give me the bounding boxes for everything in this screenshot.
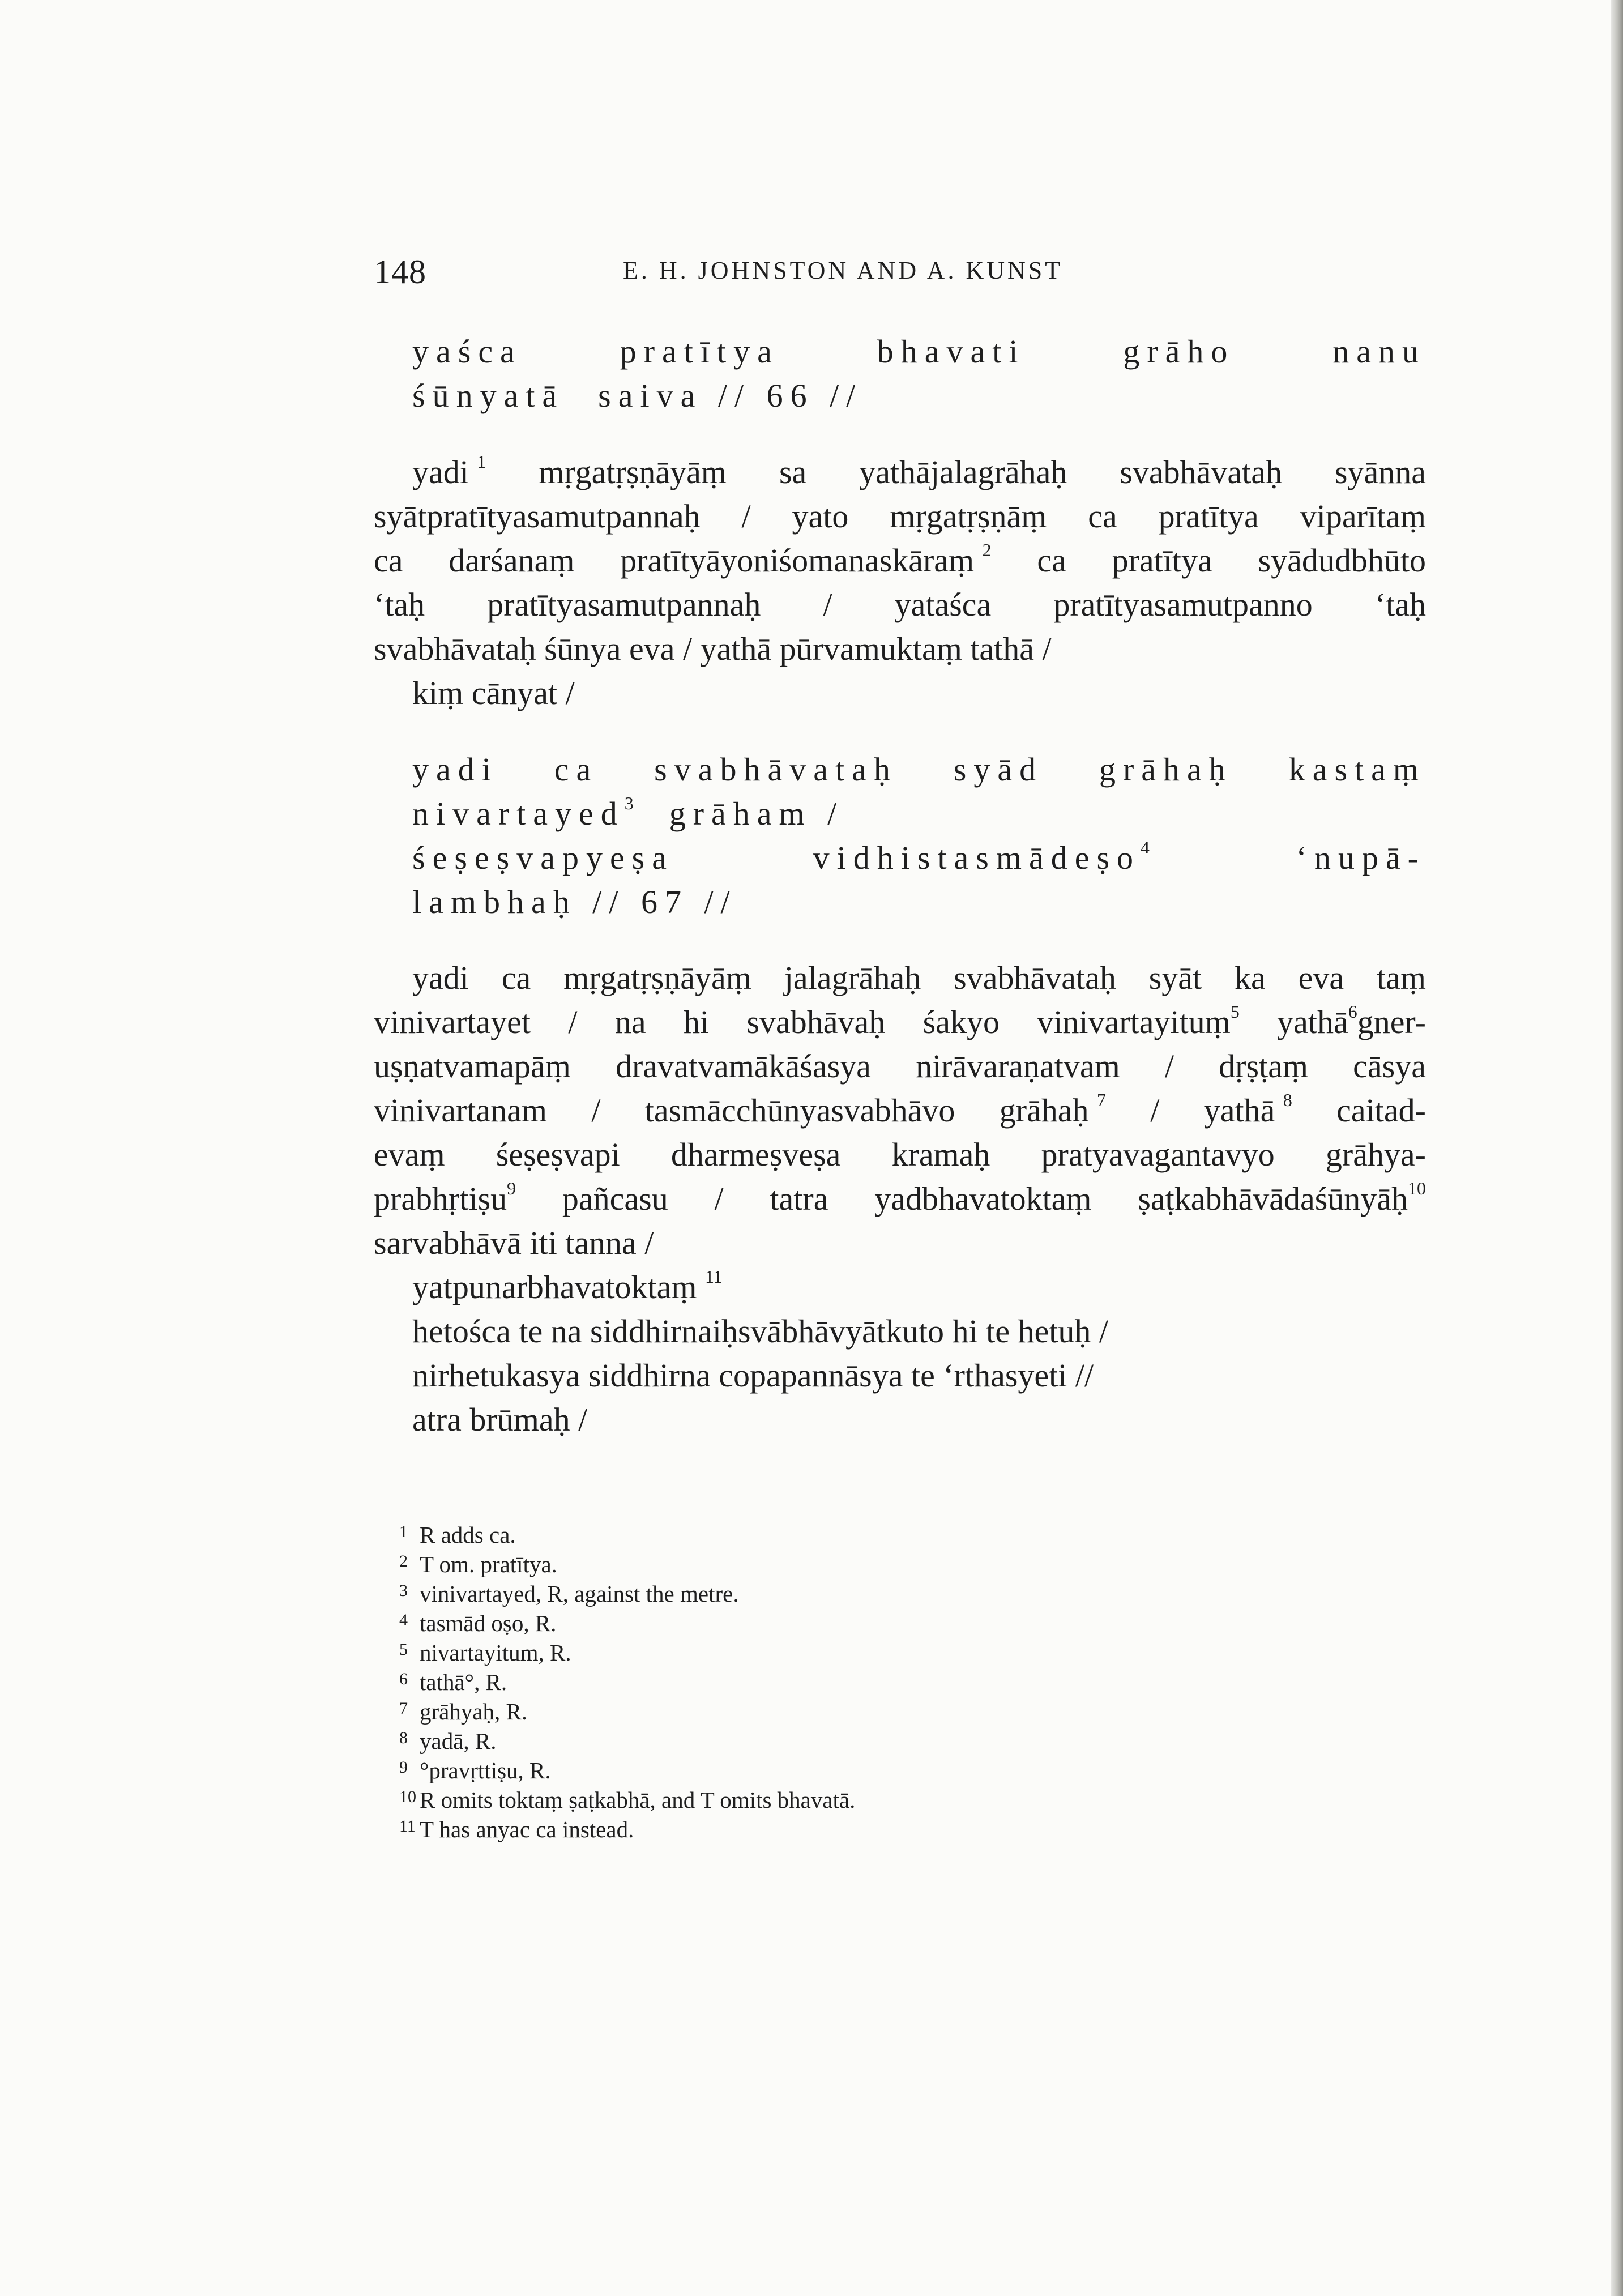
verse-word: nanu <box>1332 333 1426 370</box>
verse-word: bhavati <box>877 333 1026 370</box>
footnote-ref: 6 <box>1348 1001 1357 1022</box>
footnote-ref: 4 <box>1141 837 1157 857</box>
verse-word: yaśca <box>412 333 522 370</box>
footnote-ref: 5 <box>1230 1001 1240 1022</box>
commentary-2-line-4: vinivartanam / tasmācchūnyasvabhāvo grāhaḥ $^7$ / yathā $^8$ caitad- <box>374 1090 1426 1129</box>
footnote-3: 3 vinivartayed, R, against the metre. <box>399 1581 739 1607</box>
footnote-ref: 3 <box>624 793 641 813</box>
verse-67-line-1: yadi ca svabhāvataḥ syād grāhaḥ kastaṃ <box>412 751 1426 788</box>
scanned-page-edge <box>1611 0 1623 2296</box>
commentary-2-line-9: hetośca te na siddhirnaiḥsvābhāvyātkuto hi te hetuḥ / <box>412 1313 1108 1350</box>
verse-67-line-2: nivartayed$^3$ grāham / <box>412 793 844 832</box>
footnote-7: 7 grāhyaḥ, R. <box>399 1698 528 1725</box>
commentary-1-line-6: kiṃ cānyat / <box>412 675 575 711</box>
verse-67-line-3: śeṣeṣvapyeṣa vidhistasmādeṣo$^4$ ‘nupā- <box>412 837 1426 876</box>
footnote-ref: 2 <box>982 540 992 560</box>
verse-66-line-2: śūnyatā saiva // 66 // <box>412 377 863 414</box>
footnote-ref: 11 <box>705 1266 723 1287</box>
footnote-10: 10 R omits toktaṃ ṣaṭkabhā, and T omits bhavatā. <box>399 1787 856 1813</box>
commentary-1-line-5: svabhāvataḥ śūnya eva / yathā pūrvamuktaṃ tathā / <box>374 630 1052 667</box>
verse-word: grāho <box>1123 333 1235 370</box>
footnote-1: 1 R adds ca. <box>399 1522 516 1548</box>
footnote-ref: 8 <box>1283 1090 1292 1110</box>
running-title: E. H. JOHNSTON AND A. KUNST <box>623 257 1064 284</box>
commentary-2-line-2: vinivartayet / na hi svabhāvaḥ śakyo vinivartayituṃ$^5$ yathā$^6$gner- <box>374 1001 1426 1040</box>
commentary-1-line-2: syātpratītyasamutpannaḥ / yato mṛgatṛṣṇāṃ ca pratītya viparītaṃ <box>374 498 1426 535</box>
commentary-1-line-4: ‘taḥ pratītyasamutpannaḥ / yataśca pratītyasamutpanno ‘taḥ <box>374 586 1426 623</box>
footnote-9: 9 °pravṛttiṣu, R. <box>399 1757 551 1783</box>
footnote-ref: 9 <box>507 1178 516 1198</box>
footnote-11: 11 T has anyac ca instead. <box>399 1816 634 1842</box>
commentary-2-line-6: prabhṛtiṣu$^9$ pañcasu / tatra yadbhavatoktaṃ ṣaṭkabhāvādaśūnyāḥ$^{10}$ <box>374 1178 1426 1217</box>
commentary-2-line-5: evaṃ śeṣeṣvapi dharmeṣveṣa kramaḥ pratyavagantavyo grāhya- <box>374 1136 1426 1173</box>
footnote-5: 5 nivartayitum, R. <box>399 1640 571 1666</box>
footnote-8: 8 yadā, R. <box>399 1728 497 1754</box>
page-number: 148 <box>374 253 426 291</box>
footnote-ref: 1 <box>477 451 486 472</box>
commentary-1-line-1: yadi $^1$ mṛgatṛṣṇāyāṃ sa yathājalagrāhaḥ svabhāvataḥ syānna <box>412 451 1426 490</box>
footnote-6: 6 tathā°, R. <box>399 1669 507 1695</box>
commentary-2-line-11: atra brūmaḥ / <box>412 1401 588 1438</box>
verse-word: pratītya <box>620 333 779 370</box>
footnote-4: 4 tasmād oṣo, R. <box>399 1610 557 1636</box>
commentary-2-line-10: nirhetukasya siddhirna copapannāsya te ‘rthasyeti // <box>412 1357 1094 1394</box>
commentary-2-line-7: sarvabhāvā iti tanna / <box>374 1224 654 1261</box>
footnote-ref: 10 <box>1408 1178 1426 1198</box>
verse-66-line-1 <box>412 335 1426 368</box>
footnote-ref: 7 <box>1097 1090 1106 1110</box>
commentary-2-line-1: yadi ca mṛgatṛṣṇāyāṃ jalagrāhaḥ svabhāvataḥ syāt ka eva taṃ <box>412 959 1426 996</box>
page-header <box>374 253 1306 292</box>
commentary-1-line-3: ca darśanaṃ pratītyāyoniśomanaskāraṃ $^2$ ca pratītya syādudbhūto <box>374 540 1426 579</box>
footnote-2: 2 T om. pratītya. <box>399 1551 557 1577</box>
commentary-2-line-3: uṣṇatvamapāṃ dravatvamākāśasya nirāvaraṇatvam / dṛṣṭaṃ cāsya <box>374 1048 1426 1085</box>
commentary-2-line-8: yatpunarbhavatoktaṃ $^{11}$ <box>412 1266 723 1305</box>
verse-67-line-4: lambhaḥ // 67 // <box>412 884 737 920</box>
